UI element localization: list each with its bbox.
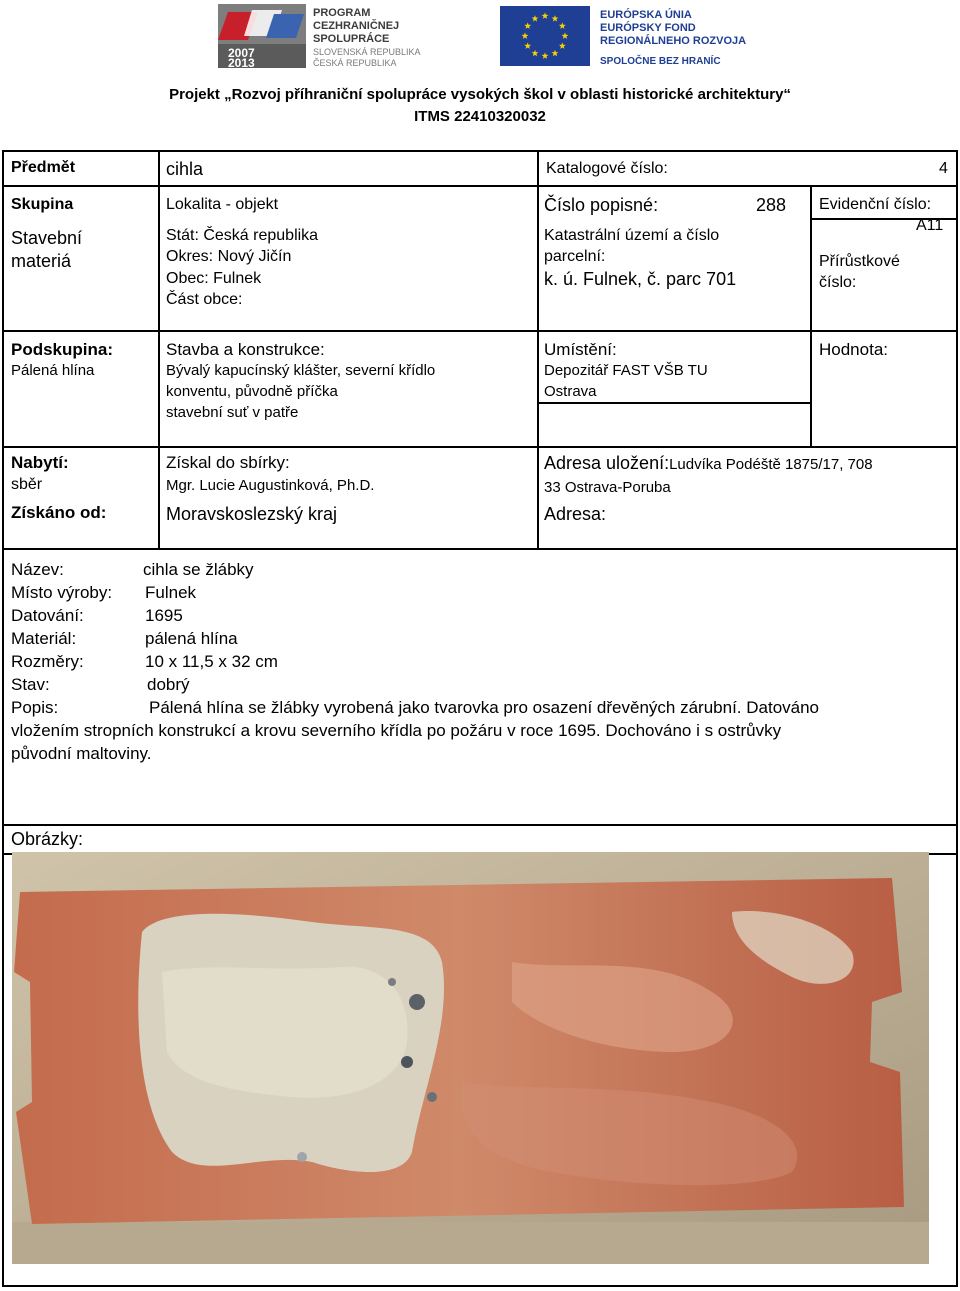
katastr-label-1: Katastrální území a číslo [544, 227, 720, 244]
predmet-label: Předmět [11, 159, 76, 176]
hodnota-label: Hodnota: [819, 340, 888, 359]
nabyti-label: Nabytí: [11, 453, 69, 472]
popis-line-2-row [11, 719, 955, 742]
adresa-ulozeni-label: Adresa uložení: [544, 453, 670, 473]
eu-line-2: EURÓPSKY FOND [600, 22, 696, 34]
misto-row [11, 581, 955, 604]
rozmery-label: Rozměry: [11, 652, 84, 671]
umisteni-line-2: Ostrava [544, 383, 597, 400]
cast-obce: Část obce: [166, 291, 243, 308]
row-divider-1 [4, 185, 956, 187]
prirustkove-label-1: Přírůstkové [819, 253, 900, 270]
row-divider-4 [4, 548, 956, 550]
program-country-1: SLOVENSKÁ REPUBLIKA [313, 47, 421, 57]
program-years-2: 2013 [228, 56, 255, 68]
nabyti-value: sběr [11, 476, 43, 493]
misto-value: Fulnek [145, 583, 197, 602]
umisteni-label: Umístění: [544, 340, 617, 359]
ziskal-value: Mgr. Lucie Augustinková, Ph.D. [166, 477, 375, 494]
header-logos [0, 0, 960, 78]
stav-row [11, 673, 955, 696]
adresa-label: Adresa: [544, 504, 607, 524]
adresa-ulozeni-line-2: 33 Ostrava-Poruba [544, 479, 671, 496]
project-title: Projekt „Rozvoj příhraniční spolupráce vysokých škol v oblasti historické architektury“ [169, 86, 791, 103]
skupina-value-1: Stavební [11, 228, 83, 248]
popis-label: Popis: [11, 698, 59, 717]
project-title-block [0, 84, 960, 128]
datovani-row [11, 604, 955, 627]
skupina-value-2: materiá [11, 251, 72, 271]
predmet-value: cihla [166, 159, 204, 179]
stavba-line-1: Bývalý kapucínský klášter, severní křídlo [166, 362, 436, 379]
itms-code: ITMS 22410320032 [414, 108, 546, 125]
stav-label: Stav: [11, 675, 50, 694]
prirustkove-label-2: číslo: [819, 274, 857, 291]
nazev-value: cihla se žlábky [143, 560, 254, 579]
skupina-label: Skupina [11, 196, 74, 213]
cislo-popisne-value: 288 [756, 195, 787, 215]
misto-label: Místo výroby: [11, 583, 113, 602]
rozmery-row [11, 650, 955, 673]
catalog-card [2, 150, 958, 1287]
ziskano-value: Moravskoslezský kraj [166, 504, 338, 524]
nazev-row [11, 558, 955, 581]
podskupina-value: Pálená hlína [11, 362, 95, 379]
katalog-value: 4 [939, 160, 948, 177]
row-divider-3 [4, 446, 956, 448]
row-divider-5 [4, 824, 956, 826]
program-line-3: SPOLUPRÁCE [313, 33, 390, 45]
stavba-line-2: konventu, původně příčka [166, 383, 338, 400]
podskupina-label: Podskupina: [11, 340, 114, 359]
nazev-label: Název: [11, 560, 64, 579]
ziskal-label: Získal do sbírky: [166, 453, 290, 472]
program-line-2: CEZHRANIČNEJ [313, 20, 400, 32]
col-divider-2 [537, 152, 539, 548]
eu-flag-logo [500, 4, 770, 68]
lokalita-label: Lokalita - objekt [166, 196, 279, 213]
material-value: pálená hlína [145, 629, 238, 648]
popis-line-1: Pálená hlína se žlábky vyrobená jako tvarovka pro osazení dřevěných zárubní. Datováno [149, 698, 820, 717]
katastr-value: k. ú. Fulnek, č. parc 701 [544, 269, 737, 289]
images-label: Obrázky: [11, 829, 84, 849]
stav-value: dobrý [147, 675, 190, 694]
eu-line-4: SPOLOČNE BEZ HRANÍC [600, 56, 721, 67]
evidencni-label: Evidenční číslo: [819, 196, 932, 213]
popis-line-2: vložením stropních konstrukcí a krovu severního křídla po požáru v roce 1695. Dochováno i s ostrůvky [11, 721, 782, 740]
eu-line-1: EURÓPSKA ÚNIA [600, 9, 692, 21]
okres: Okres: Nový Jičín [166, 248, 292, 265]
cislo-popisne-label: Číslo popisné: [544, 195, 659, 215]
col-divider-3 [810, 187, 812, 446]
datovani-value: 1695 [145, 606, 183, 625]
cross-border-program-logo [218, 4, 468, 68]
program-country-2: ČESKÁ REPUBLIKA [313, 58, 397, 68]
eu-line-3: REGIONÁLNEHO ROZVOJA [600, 35, 747, 47]
katalog-label: Katalogové číslo: [546, 160, 668, 177]
katastr-label-2: parcelní: [544, 248, 606, 265]
umisteni-divider [537, 402, 810, 404]
brick-photo [12, 852, 929, 1264]
evidencni-value: A11 [916, 217, 944, 234]
stavba-label: Stavba a konstrukce: [166, 340, 325, 359]
rozmery-value: 10 x 11,5 x 32 cm [145, 652, 278, 671]
popis-line-3-row [11, 742, 955, 765]
adresa-ulozeni-line-1: Ludvíka Podéště 1875/17, 708 [669, 456, 873, 473]
umisteni-line-1: Depozitář FAST VŠB TU [544, 362, 708, 379]
material-row [11, 627, 955, 650]
obec: Obec: Fulnek [166, 270, 262, 287]
description-block [11, 558, 955, 765]
program-line-1: PROGRAM [313, 7, 371, 19]
popis-row [11, 696, 955, 719]
ziskano-label: Získáno od: [11, 503, 107, 522]
stat: Stát: Česká republika [166, 227, 319, 244]
stavba-line-3: stavební suť v patře [166, 404, 299, 421]
material-label: Materiál: [11, 629, 77, 648]
row-divider-2 [4, 330, 956, 332]
datovani-label: Datování: [11, 606, 84, 625]
popis-line-3: původní maltoviny. [11, 744, 152, 763]
col-divider-1 [158, 152, 160, 548]
adresa-ulozeni [544, 453, 873, 475]
program-years-1: 2007 [228, 46, 255, 60]
